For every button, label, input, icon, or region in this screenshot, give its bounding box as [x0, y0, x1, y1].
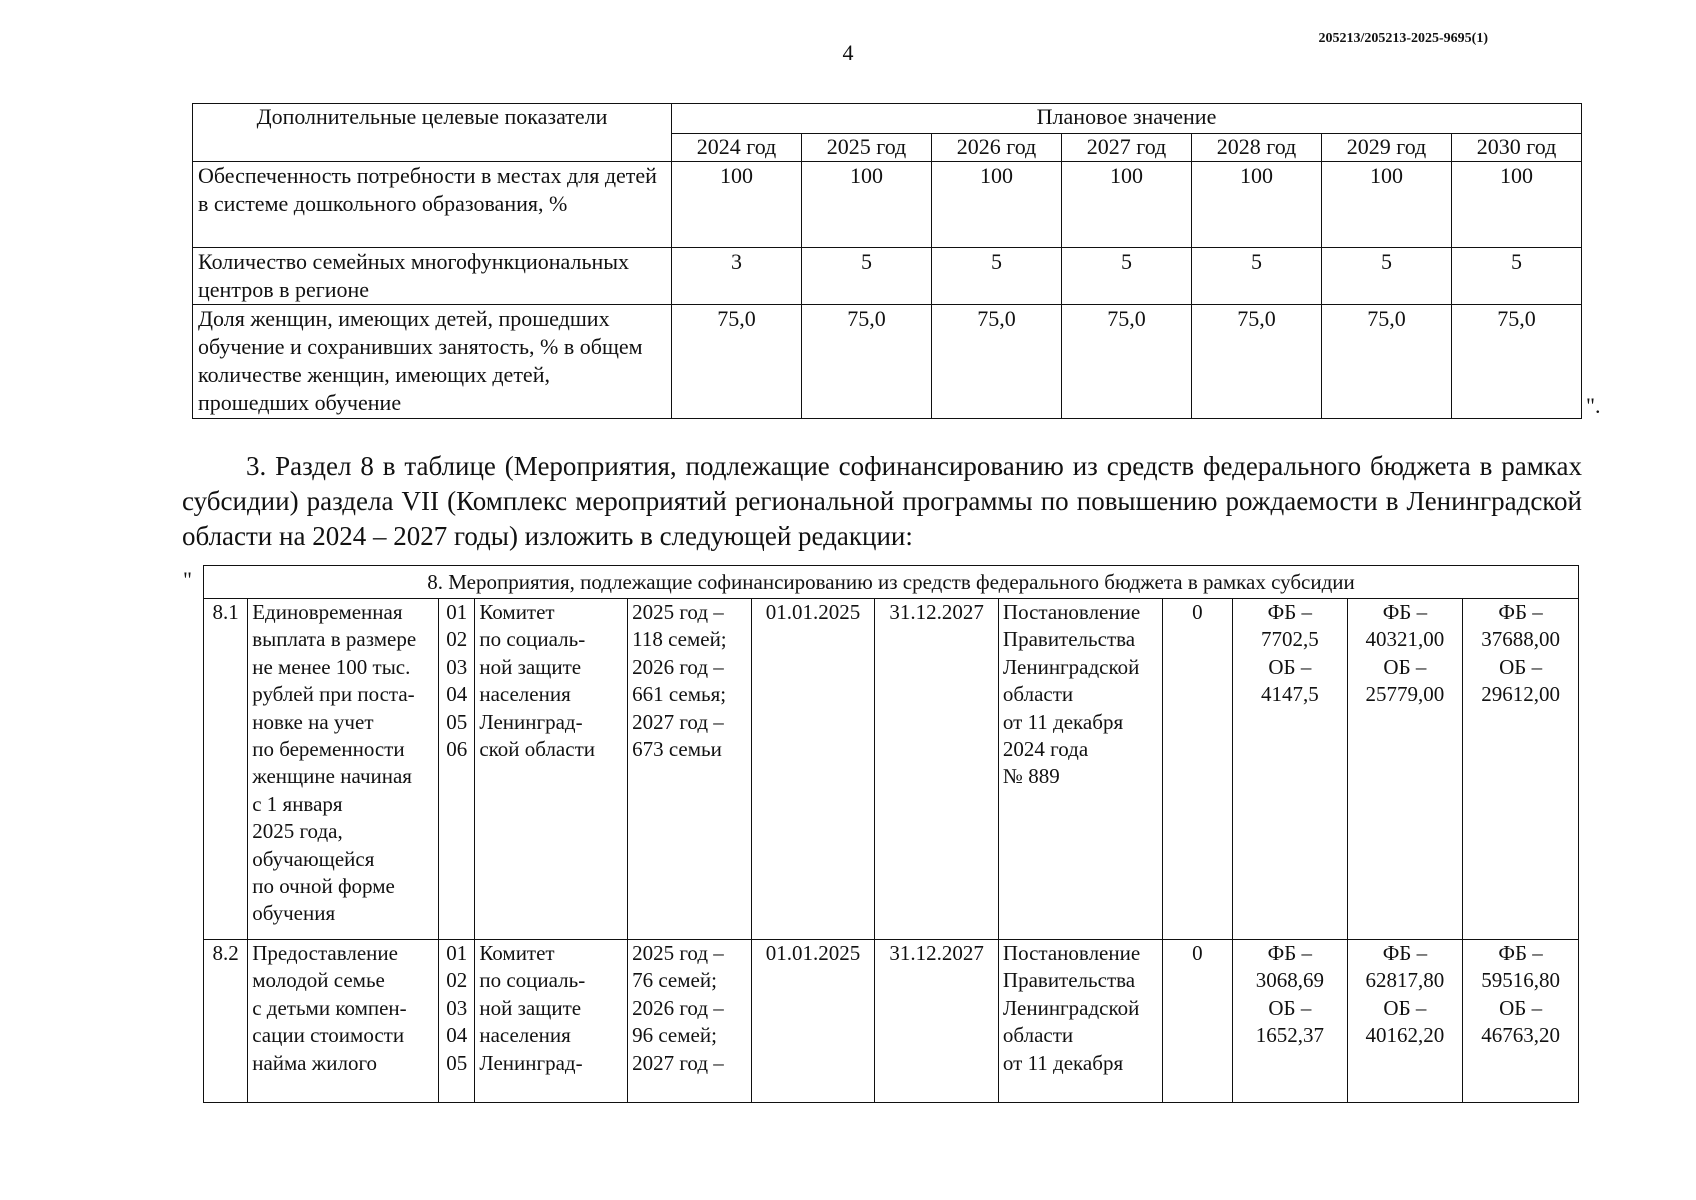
funding-2026: ФБ – 62817,80 ОБ – 40162,20 [1347, 940, 1463, 1103]
measure-name: Единовременная выплата в размере не менее 100 тыс. рублей при поста- новке на учет по беременности женщине начиная с 1 января 2025 года, обучающейся по очной форме обучения [248, 599, 439, 940]
measure-number: 8.1 [204, 599, 248, 940]
measure-basis: Постановление Правительства Ленинградской области от 11 декабря 2024 года № 889 [998, 599, 1162, 940]
year-header: 2027 год [1062, 134, 1192, 162]
measure-zero-value: 0 [1162, 940, 1232, 1103]
indicator-value: 5 [1062, 248, 1192, 305]
measure-executor: Комитет по социаль- ной защите населения Ленинград- ской области [475, 599, 628, 940]
indicator-label: Обеспеченность потребности в местах для детей в системе дошкольного образования, % [193, 162, 672, 248]
indicator-value: 75,0 [1452, 305, 1582, 419]
indicator-value: 5 [1452, 248, 1582, 305]
paragraph-line: субсидии) раздела VII (Комплекс мероприятий региональной программы по повышению рождаемости в Ленинградской [182, 486, 1582, 516]
table-row [204, 599, 1579, 940]
planned-value-header: Плановое значение [672, 104, 1582, 134]
year-header: 2024 год [672, 134, 802, 162]
amendment-paragraph [182, 449, 1582, 554]
indicator-value: 100 [672, 162, 802, 248]
opening-quote-mark: " [183, 567, 192, 592]
funding-2027: ФБ – 59516,80 ОБ – 46763,20 [1463, 940, 1579, 1103]
indicator-value: 100 [1192, 162, 1322, 248]
measure-basis: Постановление Правительства Ленинградской области от 11 декабря [998, 940, 1162, 1103]
table-row [193, 305, 1582, 419]
indicators-column-header: Дополнительные целевые показатели [193, 104, 672, 162]
indicator-value: 5 [1192, 248, 1322, 305]
funding-2027: ФБ – 37688,00 ОБ – 29612,00 [1463, 599, 1579, 940]
year-header: 2025 год [802, 134, 932, 162]
measure-volume: 2025 год – 76 семей; 2026 год – 96 семей; 2027 год – [628, 940, 752, 1103]
measure-end-date: 31.12.2027 [875, 599, 999, 940]
funding-2026: ФБ – 40321,00 ОБ – 25779,00 [1347, 599, 1463, 940]
measure-end-date: 31.12.2027 [875, 940, 999, 1103]
paragraph-line: области на 2024 – 2027 годы) изложить в следующей редакции: [182, 521, 913, 551]
indicator-value: 3 [672, 248, 802, 305]
year-header: 2029 год [1322, 134, 1452, 162]
measure-number: 8.2 [204, 940, 248, 1103]
indicator-label: Количество семейных многофункциональных центров в регионе [193, 248, 672, 305]
indicator-value: 75,0 [672, 305, 802, 419]
indicator-value: 5 [802, 248, 932, 305]
indicator-value: 75,0 [1322, 305, 1452, 419]
indicator-value: 5 [1322, 248, 1452, 305]
indicator-label: Доля женщин, имеющих детей, прошедших обучение и сохранивших занятость, % в общем количестве женщин, имеющих детей, прошедших обучение [193, 305, 672, 419]
paragraph-line: 3. Раздел 8 в таблице (Мероприятия, подлежащие софинансированию из средств федерального бюджета в рамках [246, 451, 1582, 481]
indicator-value: 75,0 [932, 305, 1062, 419]
indicator-value: 75,0 [1062, 305, 1192, 419]
measure-volume: 2025 год – 118 семей; 2026 год – 661 семья; 2027 год – 673 семьи [628, 599, 752, 940]
section-title: 8. Мероприятия, подлежащие софинансированию из средств федерального бюджета в рамках субсидии [204, 566, 1579, 599]
measure-start-date: 01.01.2025 [751, 940, 875, 1103]
funding-2025: ФБ – 7702,5 ОБ – 4147,5 [1233, 599, 1348, 940]
indicator-value: 75,0 [802, 305, 932, 419]
indicator-value: 100 [1062, 162, 1192, 248]
year-header: 2026 год [932, 134, 1062, 162]
indicator-value: 100 [802, 162, 932, 248]
table-row [204, 940, 1579, 1103]
document-id: 205213/205213-2025-9695(1) [1318, 31, 1488, 46]
measures-table [203, 565, 1579, 1103]
funding-2025: ФБ – 3068,69 ОБ – 1652,37 [1233, 940, 1348, 1103]
table-row [193, 162, 1582, 248]
measure-executor: Комитет по социаль- ной защите населения Ленинград- [475, 940, 628, 1103]
indicator-value: 100 [1452, 162, 1582, 248]
measure-codes: 01 02 03 04 05 06 [439, 599, 475, 940]
year-header: 2030 год [1452, 134, 1582, 162]
year-header: 2028 год [1192, 134, 1322, 162]
indicator-value: 100 [1322, 162, 1452, 248]
indicator-value: 100 [932, 162, 1062, 248]
measure-start-date: 01.01.2025 [751, 599, 875, 940]
indicator-value: 75,0 [1192, 305, 1322, 419]
table-row [193, 248, 1582, 305]
closing-quote-mark: ". [1586, 393, 1601, 418]
measure-codes: 01 02 03 04 05 [439, 940, 475, 1103]
page-number: 4 [842, 40, 854, 65]
indicator-value: 5 [932, 248, 1062, 305]
measure-zero-value: 0 [1162, 599, 1232, 940]
measure-name: Предоставление молодой семье с детьми компен- сации стоимости найма жилого [248, 940, 439, 1103]
target-indicators-table [192, 103, 1582, 419]
